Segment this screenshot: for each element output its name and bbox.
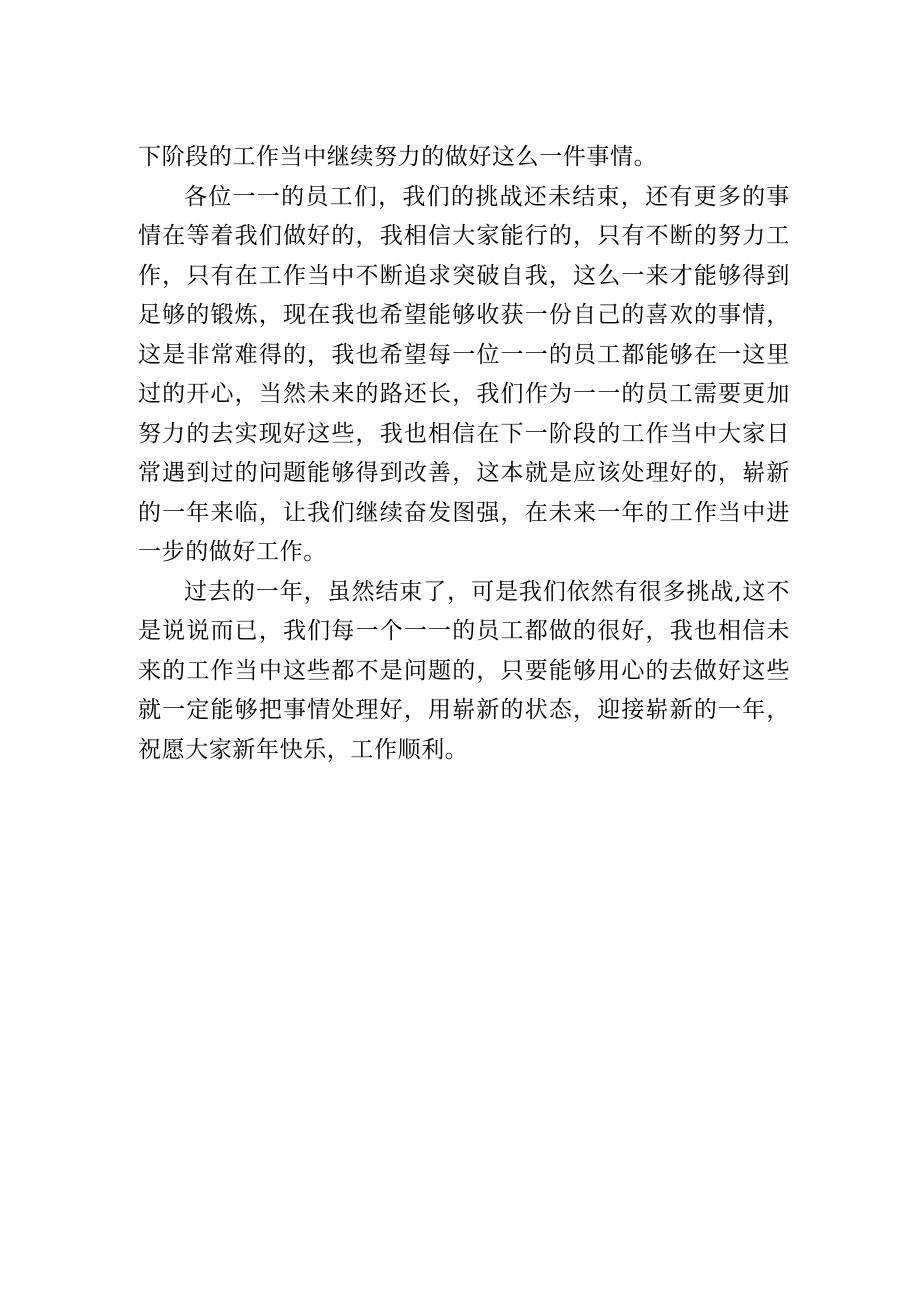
paragraph-challenge: 各位一一的员工们，我们的挑战还未结束，还有更多的事情在等着我们做好的，我相信大家能行的，只有不断的努力工作，只有在工作当中不断追求突破自我，这么一来才能够得到足够的锻炼，现在我也希望能够收获一份自己的喜欢的事情，这是非常难得的，我也希望每一位一一的员工都能够在一这里过的开心，当然未来的路还长，我们作为一一的员工需要更加努力的去实现好这些，我也相信在下一阶段的工作当中大家日常遇到过的问题能够得到改善，这本就是应该处理好的，崭新的一年来临，让我们继续奋发图强，在未来一年的工作当中进一步的做好工作。 bbox=[138, 183, 790, 565]
document-body bbox=[138, 138, 790, 770]
paragraph-closing: 过去的一年，虽然结束了，可是我们依然有很多挑战,这不是说说而已，我们每一个一一的员工都做的很好，我也相信未来的工作当中这些都不是问题的，只要能够用心的去做好这些就一定能够把事情处理好，用崭新的状态，迎接崭新的一年，祝愿大家新年快乐，工作顺利。 bbox=[138, 578, 790, 763]
paragraph-continuation: 下阶段的工作当中继续努力的做好这么一件事情。 bbox=[138, 144, 658, 170]
